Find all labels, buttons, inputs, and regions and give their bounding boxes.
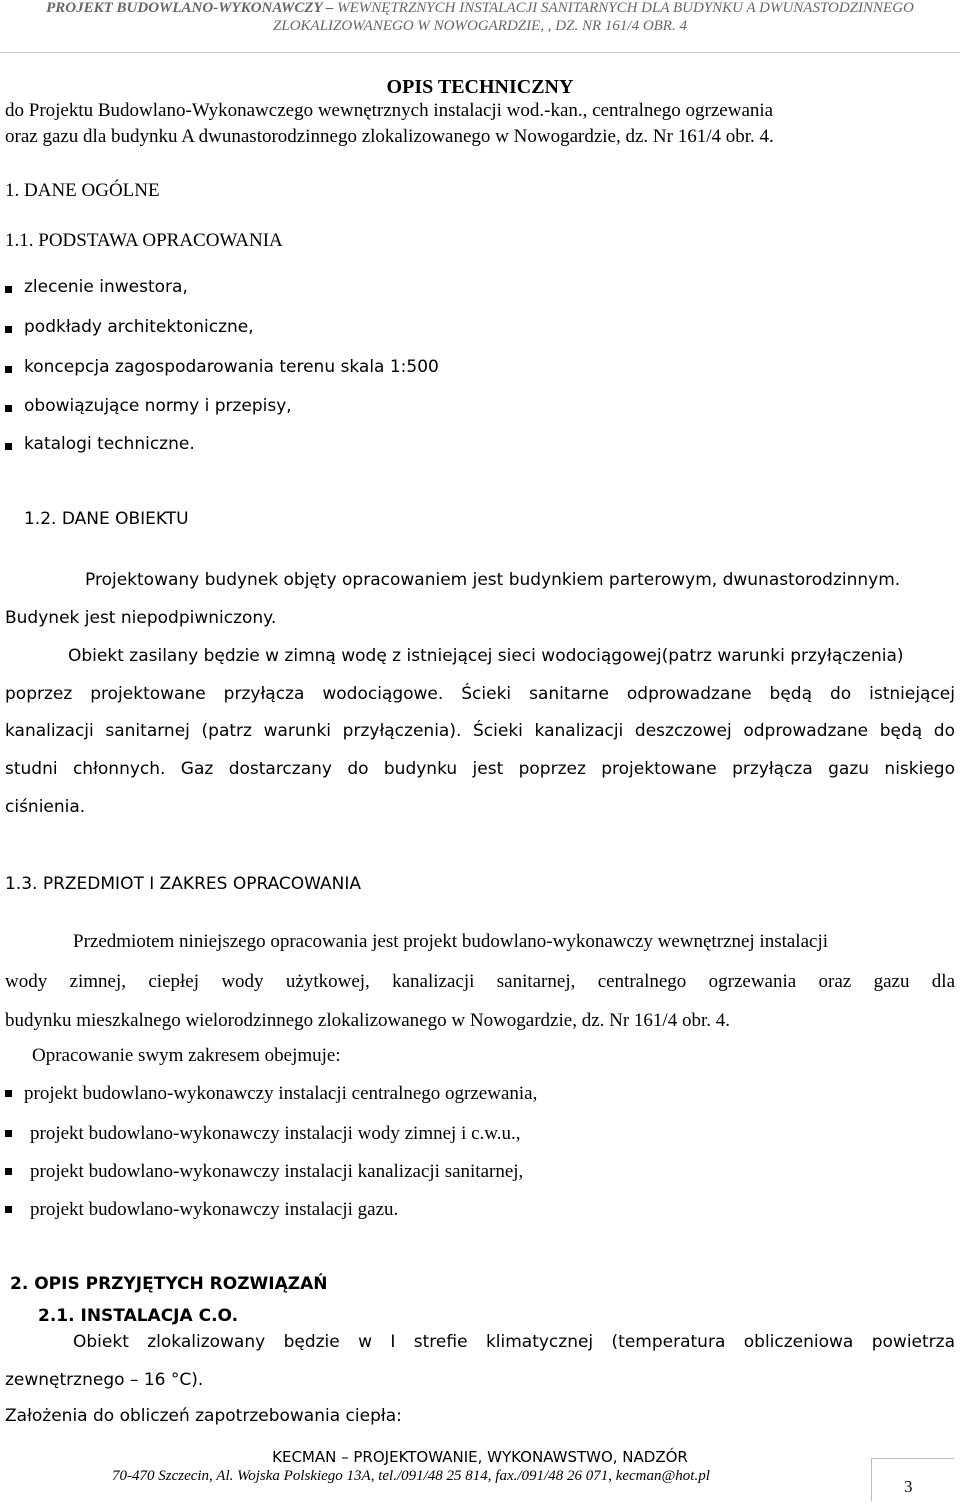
supply-paragraph-line-2: poprzez projektowane przyłącza wodociągowe. Ścieki sanitarne odprowadzane będą do istniejącej [5,684,955,704]
list-item: projekt budowlano-wykonawczy instalacji gazu. [30,1199,399,1220]
bullet-icon [5,405,12,412]
title-subtitle-line-2: oraz gazu dla budynku A dwunastorodzinnego zlokalizowanego w Nowogardzie, dz. Nr 161/4 obr. 4. [5,126,774,147]
footer-address: 70-470 Szczecin, Al. Wojska Polskiego 13A, tel./091/48 25 814, fax./091/48 26 071, kecman@hot.pl [112,1468,710,1484]
bullet-icon [5,326,12,333]
bullet-icon [5,1090,12,1097]
section-1-3-heading: 1.3. PRZEDMIOT I ZAKRES OPRACOWANIA [5,874,362,894]
section-2-heading: 2. OPIS PRZYJĘTYCH ROZWIĄZAŃ [10,1274,328,1294]
supply-paragraph-line-4: studni chłonnych. Gaz dostarczany do budynku jest poprzez projektowane przyłącza gazu niskiego [5,759,955,779]
list-item: projekt budowlano-wykonawczy instalacji centralnego ogrzewania, [24,1083,538,1104]
list-item: podkłady architektoniczne, [24,317,254,337]
list-item: projekt budowlano-wykonawczy instalacji kanalizacji sanitarnej, [30,1161,524,1182]
header-divider [0,52,960,53]
scope-paragraph-line-3: budynku mieszkalnego wielorodzinnego zlokalizowanego w Nowogardzie, dz. Nr 161/4 obr. 4. [5,1010,730,1031]
title-subtitle-line-1: do Projektu Budowlano-Wykonawczego wewnętrznych instalacji wod.-kan., centralnego ogrzewania [5,100,774,121]
object-description-line-1: Projektowany budynek objęty opracowaniem jest budynkiem parterowym, dwunastorodzinnym. [85,570,901,590]
list-item: katalogi techniczne. [24,434,195,454]
scope-paragraph-line-2: wody zimnej, ciepłej wody użytkowej, kanalizacji sanitarnej, centralnego ogrzewania oraz gazu dla [5,971,955,992]
object-description-line-2: Budynek jest niepodpiwniczony. [5,608,277,628]
running-header-line-1 [0,0,960,17]
supply-paragraph-line-1: Obiekt zasilany będzie w zimną wodę z istniejącej sieci wodociągowej(patrz warunki przyłączenia) [68,646,904,666]
climate-paragraph-line-1: Obiekt zlokalizowany będzie w I strefie klimatycznej (temperatura obliczeniowa powietrza [73,1332,955,1352]
list-item: obowiązujące normy i przepisy, [24,396,292,416]
header-project-label: PROJEKT BUDOWLANO-WYKONAWCZY – [46,0,334,16]
page-number: 3 [904,1477,913,1496]
bullet-icon [5,443,12,450]
page-number-box [871,1458,954,1501]
scope-intro: Opracowanie swym zakresem obejmuje: [32,1045,341,1066]
climate-paragraph-line-2: zewnętrznego – 16 °C). [5,1370,204,1390]
section-1-1-heading: 1.1. PODSTAWA OPRACOWANIA [5,230,283,251]
bullet-icon [5,1206,12,1213]
heat-assumptions-intro: Założenia do obliczeń zapotrzebowania ciepła: [5,1406,402,1426]
running-header-line-2: ZLOKALIZOWANEGO W NOWOGARDZIE, , DZ. NR 161/4 OBR. 4 [273,18,687,34]
supply-paragraph-line-5: ciśnienia. [5,797,86,817]
section-1-2-heading: 1.2. DANE OBIEKTU [24,509,189,529]
footer-company: KECMAN – PROJEKTOWANIE, WYKONAWSTWO, NADZÓR [272,1448,688,1466]
bullet-icon [5,366,12,373]
header-project-rest: WEWNĘTRZNYCH INSTALACJI SANITARNYCH DLA BUDYNKU A DWUNASTODZINNEGO [333,0,914,16]
bullet-icon [5,1168,12,1175]
section-2-1-heading: 2.1. INSTALACJA C.O. [38,1306,239,1326]
bullet-icon [5,286,12,293]
document-title: OPIS TECHNICZNY [386,76,574,98]
bullet-icon [5,1130,12,1137]
supply-paragraph-line-3: kanalizacji sanitarnej (patrz warunki przyłączenia). Ścieki kanalizacji deszczowej odprowadzane będą do [5,721,955,741]
list-item: zlecenie inwestora, [24,277,188,297]
section-1-heading: 1. DANE OGÓLNE [5,180,160,201]
scope-paragraph-line-1: Przedmiotem niniejszego opracowania jest projekt budowlano-wykonawczy wewnętrznej instalacji [73,931,828,952]
list-item: koncepcja zagospodarowania terenu skala 1:500 [24,357,439,377]
list-item: projekt budowlano-wykonawczy instalacji wody zimnej i c.w.u., [30,1123,521,1144]
